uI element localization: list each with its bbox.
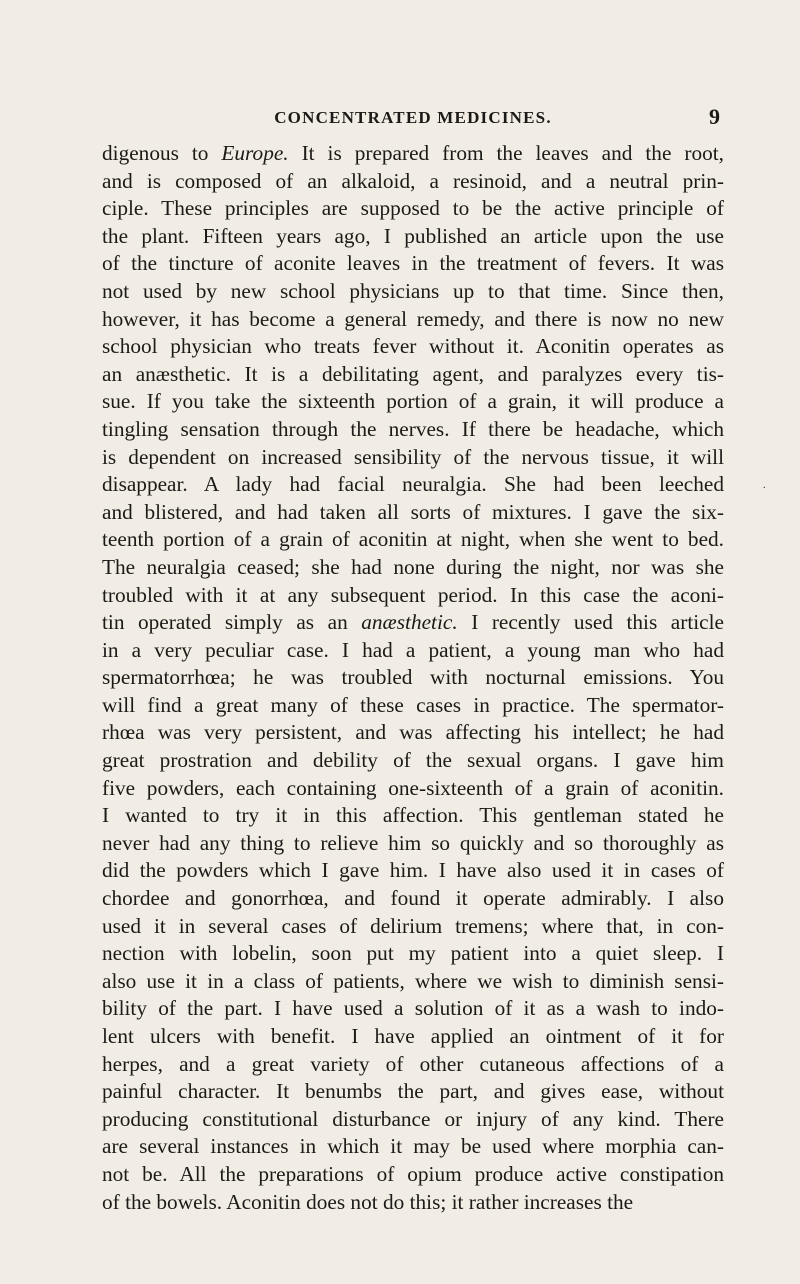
text-segment: tingling sensation through the nerves. If there be headache, which xyxy=(102,416,724,441)
text-line xyxy=(102,830,724,858)
text-line xyxy=(102,1133,724,1161)
text-line xyxy=(102,995,724,1023)
text-segment: troubled with it at any subsequent period. In this case the aconi- xyxy=(102,582,724,607)
text-line xyxy=(102,968,724,996)
text-segment: I wanted to try it in this affection. This gentleman stated he xyxy=(102,803,724,828)
text-line xyxy=(102,278,724,306)
text-line xyxy=(102,223,724,251)
text-segment: rhœa was very persistent, and was affecting his intellect; he had xyxy=(102,720,724,745)
text-line xyxy=(102,940,724,968)
body-text xyxy=(102,140,724,1216)
text-line xyxy=(102,388,724,416)
text-line xyxy=(102,471,724,499)
text-segment: tin operated simply as an xyxy=(102,610,362,635)
text-line xyxy=(102,609,724,637)
text-segment: used it in several cases of delirium tremens; where that, in con- xyxy=(102,913,724,938)
italic-text: Europe. xyxy=(221,141,289,165)
text-line xyxy=(102,637,724,665)
text-line xyxy=(102,802,724,830)
text-segment: painful character. It benumbs the part, and gives ease, without xyxy=(102,1079,724,1104)
text-segment: of the bowels. Aconitin does not do this; it rather increases the xyxy=(102,1189,634,1214)
text-line xyxy=(102,1078,724,1106)
text-line xyxy=(102,1189,724,1217)
text-line xyxy=(102,1161,724,1189)
text-line xyxy=(102,333,724,361)
running-title: CONCENTRATED MEDICINES. xyxy=(274,108,552,127)
text-line xyxy=(102,719,724,747)
text-line xyxy=(102,582,724,610)
text-line xyxy=(102,664,724,692)
text-segment: and blistered, and had taken all sorts of mixtures. I gave the six- xyxy=(102,499,724,524)
page-header xyxy=(106,104,720,134)
text-line xyxy=(102,885,724,913)
text-segment: producing constitutional disturbance or injury of any kind. There xyxy=(102,1106,724,1131)
page-number: 9 xyxy=(709,104,720,129)
text-segment: did the powders which I gave him. I have also used it in cases of xyxy=(102,858,724,883)
text-line xyxy=(102,250,724,278)
margin-mark: . xyxy=(763,480,766,491)
text-line xyxy=(102,195,724,223)
text-segment: not used by new school physicians up to that time. Since then, xyxy=(102,278,724,303)
text-segment: teenth portion of a grain of aconitin at night, when she went to bed. xyxy=(102,527,724,552)
text-line xyxy=(102,499,724,527)
text-segment: of the tincture of aconite leaves in the treatment of fevers. It was xyxy=(102,251,724,276)
text-segment: The neuralgia ceased; she had none during the night, nor was she xyxy=(102,554,724,579)
text-segment: in a very peculiar case. I had a patient, a young man who had xyxy=(102,637,724,662)
text-segment: nection with lobelin, soon put my patient into a quiet sleep. I xyxy=(102,941,724,966)
text-segment: herpes, and a great variety of other cutaneous affections of a xyxy=(102,1051,724,1076)
text-segment: and is composed of an alkaloid, a resinoid, and a neutral prin- xyxy=(102,168,724,193)
text-segment: digenous to xyxy=(102,141,222,165)
text-line xyxy=(102,692,724,720)
text-segment: is dependent on increased sensibility of the nervous tissue, it will xyxy=(102,444,724,469)
text-line xyxy=(102,913,724,941)
text-segment: spermatorrhœa; he was troubled with nocturnal emissions. You xyxy=(102,665,724,690)
text-segment: sue. If you take the sixteenth portion of a grain, it will produce a xyxy=(102,389,724,414)
text-segment: It is prepared from the leaves and the root, xyxy=(288,141,724,165)
text-line xyxy=(102,416,724,444)
text-line xyxy=(102,747,724,775)
text-segment: are several instances in which it may be used where morphia can- xyxy=(102,1134,724,1159)
italic-text: anæsthetic. xyxy=(361,610,458,635)
text-segment: I recently used this article xyxy=(457,610,724,635)
text-segment: school physician who treats fever without it. Aconitin operates as xyxy=(102,334,724,359)
text-segment: chordee and gonorrhœa, and found it operate admirably. I also xyxy=(102,886,724,911)
text-segment: never had any thing to relieve him so quickly and so thoroughly as xyxy=(102,830,724,855)
text-segment: not be. All the preparations of opium produce active constipation xyxy=(102,1161,724,1186)
text-segment: lent ulcers with benefit. I have applied an ointment of it for xyxy=(102,1024,724,1048)
text-line xyxy=(102,140,724,168)
text-line xyxy=(102,444,724,472)
text-line xyxy=(102,306,724,334)
text-segment: also use it in a class of patients, where we wish to diminish sensi- xyxy=(102,968,724,993)
text-line xyxy=(102,554,724,582)
text-line xyxy=(102,857,724,885)
text-segment: however, it has become a general remedy, and there is now no new xyxy=(102,306,724,331)
text-line xyxy=(102,361,724,389)
text-line xyxy=(102,775,724,803)
text-segment: the plant. Fifteen years ago, I published an article upon the use xyxy=(102,223,724,248)
text-segment: will find a great many of these cases in practice. The spermator- xyxy=(102,692,724,717)
text-segment: five powders, each containing one-sixteenth of a grain of aconitin. xyxy=(102,775,724,800)
text-line xyxy=(102,526,724,554)
text-segment: disappear. A lady had facial neuralgia. She had been leeched xyxy=(102,472,724,497)
text-line xyxy=(102,168,724,196)
text-line xyxy=(102,1051,724,1079)
text-segment: great prostration and debility of the sexual organs. I gave him xyxy=(102,748,724,773)
text-line xyxy=(102,1106,724,1134)
text-line xyxy=(102,1023,724,1051)
text-segment: ciple. These principles are supposed to be the active principle of xyxy=(102,196,724,221)
text-segment: an anæsthetic. It is a debilitating agent, and paralyzes every tis- xyxy=(102,361,724,386)
text-segment: bility of the part. I have used a solution of it as a wash to indo- xyxy=(102,996,724,1021)
